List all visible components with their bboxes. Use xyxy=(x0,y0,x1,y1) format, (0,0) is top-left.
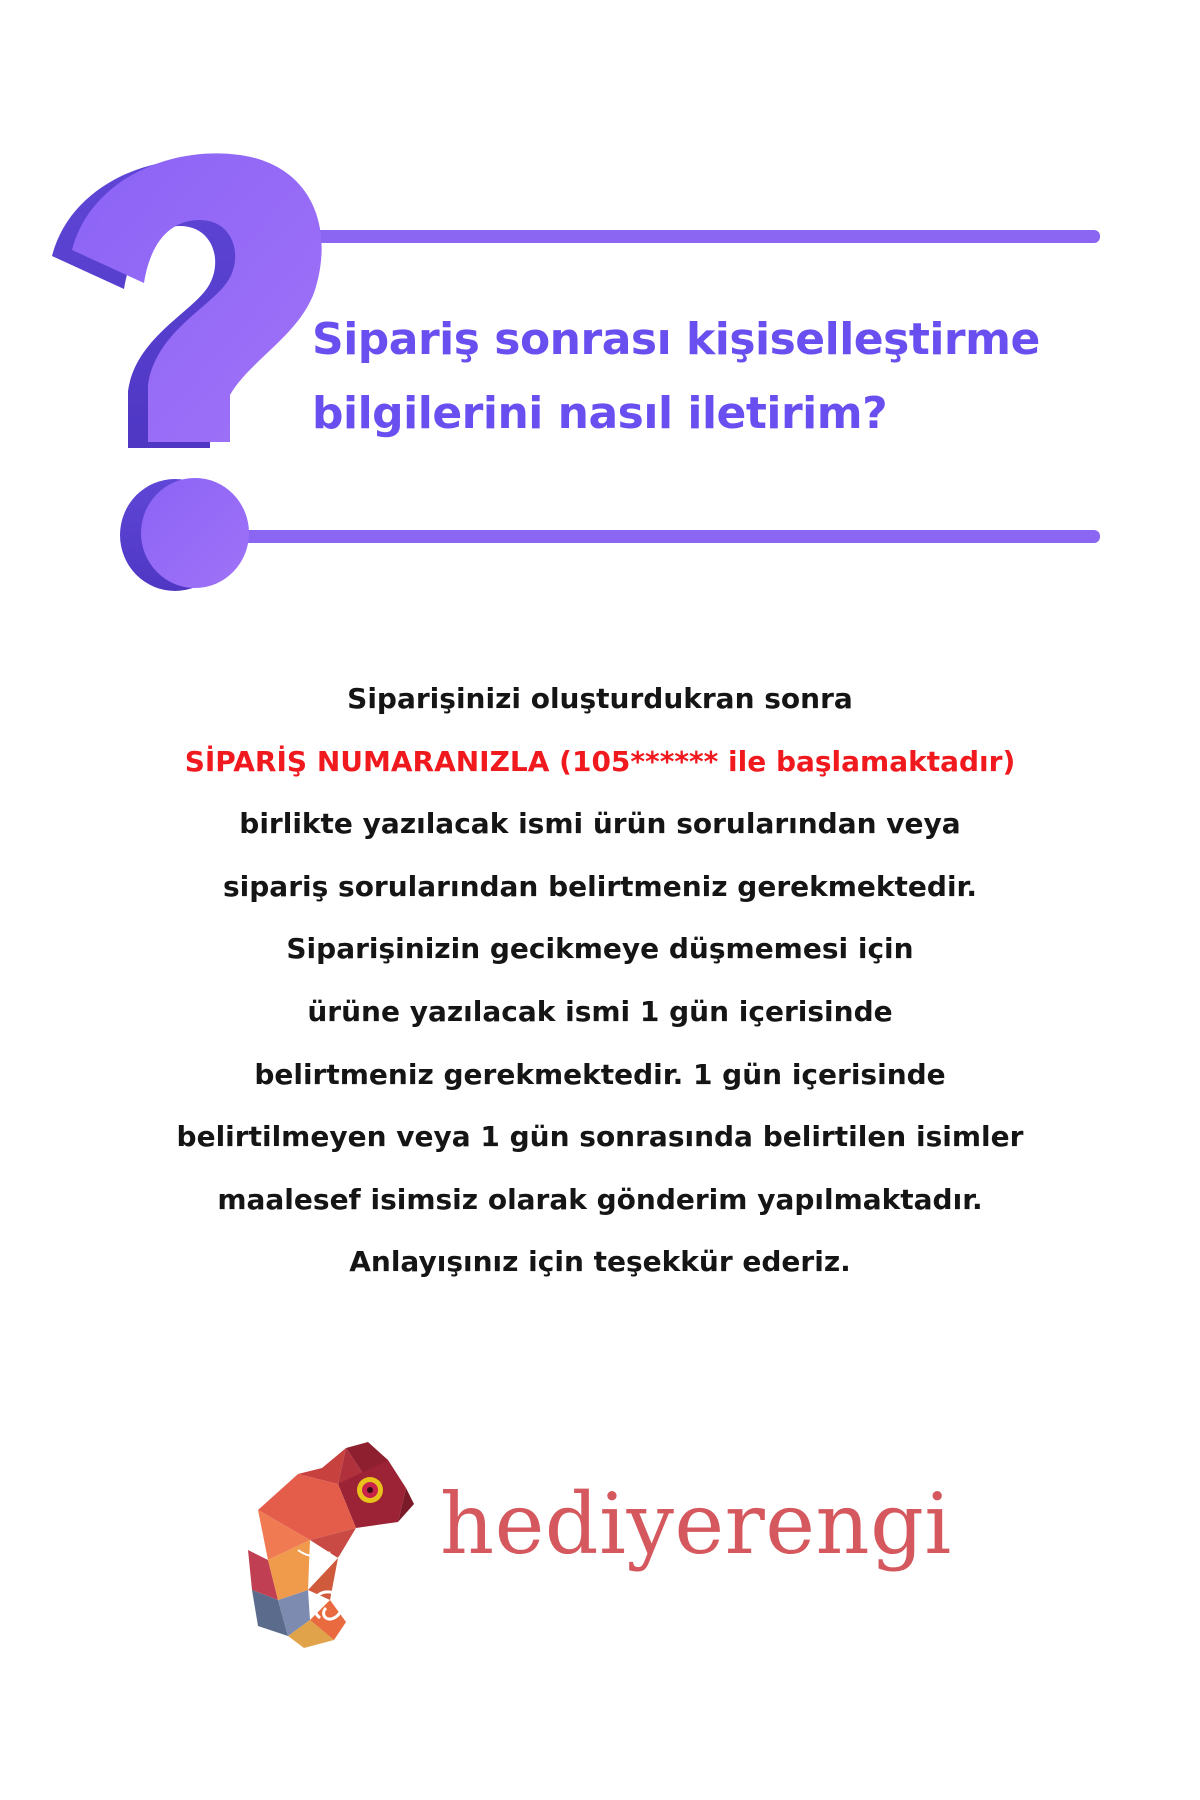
faq-title-line: bilgilerini nasıl iletirim? xyxy=(312,388,888,439)
info-line: birlikte yazılacak ismi ürün sorularından veya xyxy=(239,807,961,841)
info-line: sipariş sorularından belirtmeniz gerekmektedir. xyxy=(223,869,977,903)
info-line: Anlayışınız için teşekkür ederiz. xyxy=(349,1245,851,1279)
top-divider-line xyxy=(300,230,1100,243)
brand-logo xyxy=(238,1440,958,1650)
info-line: Siparişinizin gecikmeye düşmemesi için xyxy=(286,932,914,966)
info-line: Siparişinizi oluşturdukran sonra xyxy=(347,682,853,715)
info-paragraph xyxy=(60,668,1140,1294)
order-number-notice: SİPARİŞ NUMARANIZLA (105****** ile başlamaktadır) xyxy=(184,744,1016,778)
bottom-divider-line xyxy=(210,530,1100,543)
info-line: maalesef isimsiz olarak gönderim yapılmaktadır. xyxy=(217,1182,983,1216)
faq-title-line: Sipariş sonrası kişiselleştirme xyxy=(312,314,1040,365)
faq-title xyxy=(312,303,1132,451)
brand-wordmark: hediyerengi xyxy=(440,1475,952,1573)
info-line: ürüne yazılacak ismi 1 gün içerisinde xyxy=(307,994,893,1028)
info-line: belirtmeniz gerekmektedir. 1 gün içerisinde xyxy=(254,1057,946,1091)
chameleon-icon xyxy=(238,1440,418,1650)
info-line: belirtilmeyen veya 1 gün sonrasında belirtilen isimler xyxy=(176,1120,1024,1154)
